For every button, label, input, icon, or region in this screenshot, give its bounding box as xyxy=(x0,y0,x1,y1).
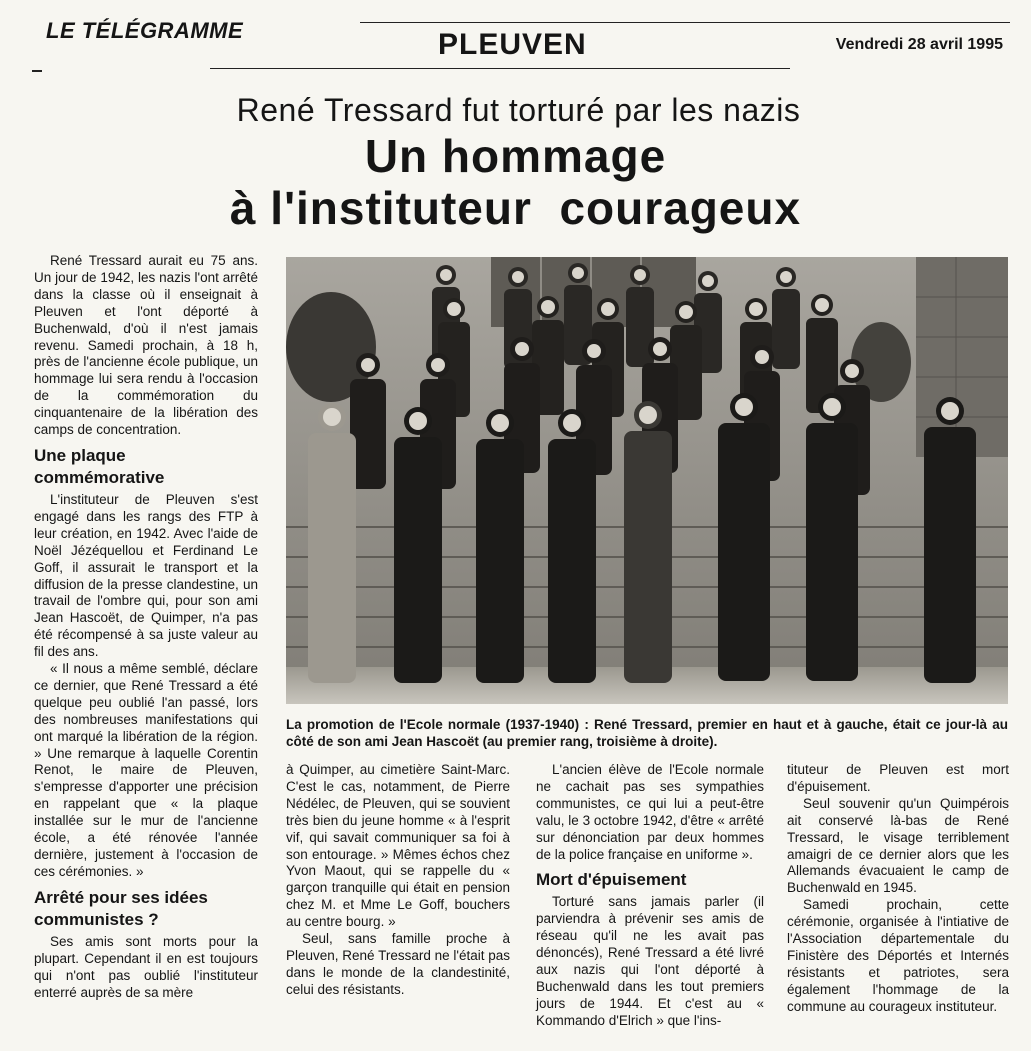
paragraph: tituteur de Pleuven est mort d'épuisement. xyxy=(787,762,1009,794)
paragraph: Samedi prochain, cette cérémonie, organisée à l'intiative de l'Association départementale du Finistère des Déportés et Internés résistants et patriotes, sera également l'hommage de la commune au courageux instituteur. xyxy=(787,897,1009,1014)
paragraph: Ses amis sont morts pour la plupart. Cependant il en est toujours qui n'ont pas oublié l'instituteur enterré auprès de sa mère xyxy=(34,933,258,1000)
paragraph: à Quimper, au cimetière Saint-Marc. C'est le cas, notamment, de Pierre Nédélec, de Pleuven, qui se souvient très bien du jeune homme « à l'esprit vif, qui savait communiquer sa foi à son entourage. » Mêmes échos chez Yvon Maout, qui se rappelle du « garçon tranquille qui était en pension chez M. et Mme Le Goff, bouchers au centre bourg. » xyxy=(286,762,510,930)
group-photo xyxy=(286,257,1008,704)
paragraph: René Tressard aurait eu 75 ans. Un jour de 1942, les nazis l'ont arrêté dans la classe où il enseignait à Pleuven et l'ont déporté à Buchenwald, d'où il n'est jamais revenu. Samedi prochain, à 18 h, près de l'ancienne école publique, un hommage lui sera rendu à l'occasion de la commémoration du cinquantenaire de la libération des camps de concentration. xyxy=(34,253,258,438)
article-column-4 xyxy=(787,762,1009,1016)
masthead-top-rule xyxy=(360,22,1010,23)
article-kicker: René Tressard fut torturé par les nazis xyxy=(236,92,801,128)
masthead-left-rule xyxy=(32,70,42,72)
paragraph: Torturé sans jamais parler (il parviendra à prévenir ses amis de réseau qu'il ne les avait pas dénoncés), René Tressard a été livré aux nazis qui l'ont déporté à Buchenwald dans les tout premiers jours de 1944. Et c'est au « Kommando d'Elrich » que l'ins- xyxy=(536,894,764,1028)
masthead-rule xyxy=(210,68,790,69)
subheading-plaque: Une plaque commémorative xyxy=(34,445,165,487)
masthead xyxy=(30,14,1015,76)
paragraph: Seul, sans famille proche à Pleuven, René Tressard ne l'était pas dans le monde de la clandestinité, celui des résistants. xyxy=(286,931,510,997)
article-headline xyxy=(0,130,1031,234)
headline-line-1: Un hommage xyxy=(364,130,667,182)
paragraph: Seul souvenir qu'un Quimpérois ait conservé là-bas de René Tressard, le visage terriblement amaigri de ce dernier alors que les Allemands évacuaient le camp de Buchenwald en 1945. xyxy=(787,795,1009,896)
paragraph: L'ancien élève de l'Ecole normale ne cachait pas ses sympathies communistes, ce qui lui a peut-être valu, le 3 octobre 1942, d'être « arrêté sur dénonciation par deux hommes de la police française en uniforme ». xyxy=(536,762,764,862)
photo-caption: La promotion de l'Ecole normale (1937-1940) : René Tressard, premier en haut et à gauche, était ce jour-là au côté de son ami Jean Hascoët (au premier rang, troisième à droite). xyxy=(286,717,1008,749)
subheading-arrest: Arrêté pour ses idées communistes ? xyxy=(34,887,208,929)
subheading-death: Mort d'épuisement xyxy=(536,870,687,890)
section-name: PLEUVEN xyxy=(438,28,587,61)
group-photo-image xyxy=(286,257,1008,704)
article-column-1 xyxy=(34,253,258,1001)
paragraph: « Il nous a même semblé, déclare ce dernier, que René Tressard a été quelque peu oublié l'an passé, lors des nombreuses manifestations qui ont marqué la libération de la région. » Une remarque à laquelle Corentin Renot, le maire de Pleuven, s'empresse d'apporter une précision en rappelant que « la plaque installée sur le mur de l'ancienne école, a été rénovée l'année dernière, justement à l'occasion de ces cérémonies. » xyxy=(34,661,258,879)
newspaper-name: LE TÉLÉGRAMME xyxy=(46,18,244,43)
article-column-2 xyxy=(286,762,510,999)
headline-line-2: à l'instituteur courageux xyxy=(229,182,802,234)
article-column-3 xyxy=(536,762,764,1030)
paragraph: L'instituteur de Pleuven s'est engagé dans les rangs des FTP à leur création, en 1942. Avec l'aide de Noël Jézéquellou et Ferdinand Le Goff, il assurait le transport et la diffusion de la presse clandestine, un travail de l'ombre qui, pour son ami Jean Hascoët, de Quimper, n'a pas été récompensé à sa juste valeur au fil des ans. xyxy=(34,491,258,660)
issue-date: Vendredi 28 avril 1995 xyxy=(835,36,1003,53)
